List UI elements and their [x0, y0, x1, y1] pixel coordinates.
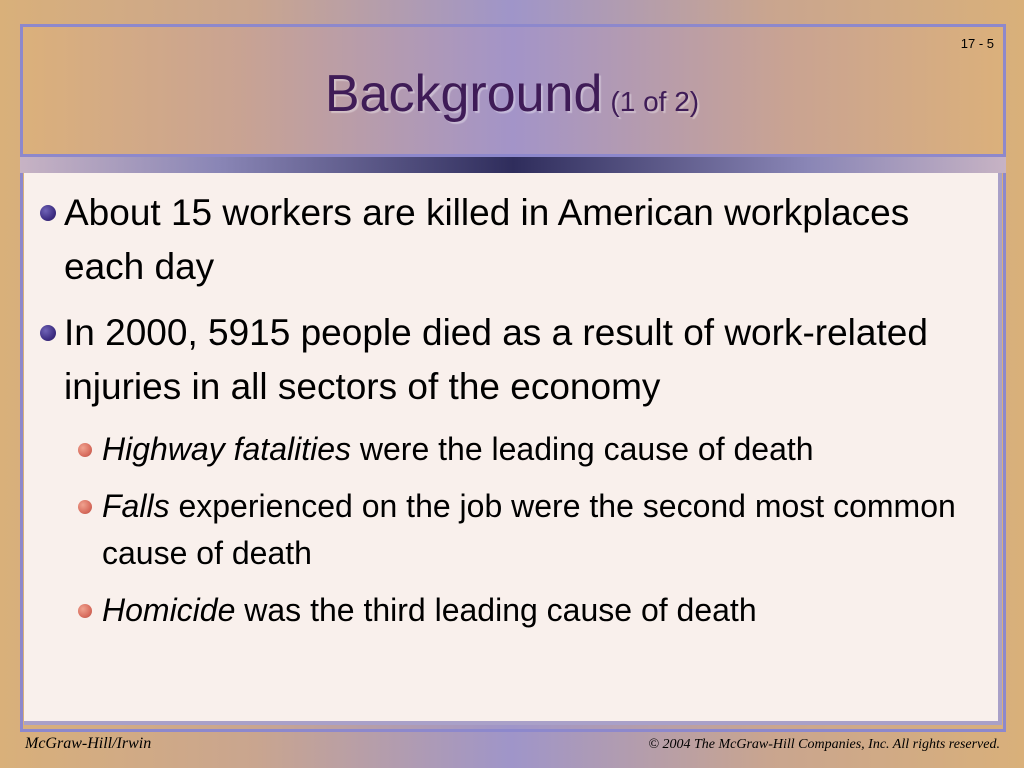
bullet-text: In 2000, 5915 people died as a result of work-related injuries in all sectors of the economy — [64, 312, 928, 407]
bullet-item — [38, 186, 998, 294]
sub-bullet-item — [38, 483, 998, 577]
sub-bullet-dot-icon — [78, 500, 92, 514]
sub-bullet-emphasis: Homicide — [102, 592, 236, 628]
bullet-dot-icon — [40, 325, 56, 341]
slide-title-main: Background — [324, 65, 603, 123]
footer-publisher: McGraw-Hill/Irwin — [25, 735, 152, 752]
bullet-list — [38, 186, 998, 644]
sub-bullet-emphasis: Falls — [102, 488, 170, 524]
sub-bullet-dot-icon — [78, 604, 92, 618]
slide-title-sub: (1 of 2) — [610, 86, 700, 117]
sub-bullet-text: experienced on the job were the second most common cause of death — [102, 488, 956, 571]
slide-number: 17 - 5 — [960, 36, 994, 51]
footer-copyright: © 2004 The McGraw-Hill Companies, Inc. All rights reserved. — [648, 737, 1000, 752]
slide-title — [0, 64, 1024, 124]
sub-bullet-text: were the leading cause of death — [359, 431, 814, 467]
sub-bullet-emphasis: Highway fatalities — [102, 431, 351, 467]
bullet-item — [38, 306, 998, 414]
bullet-dot-icon — [40, 205, 56, 221]
sub-bullet-item — [38, 426, 998, 473]
sub-bullet-item — [38, 587, 998, 634]
sub-bullet-text: was the third leading cause of death — [244, 592, 757, 628]
sub-bullet-dot-icon — [78, 443, 92, 457]
title-divider — [20, 157, 1006, 173]
bullet-text: About 15 workers are killed in American workplaces each day — [64, 192, 910, 287]
